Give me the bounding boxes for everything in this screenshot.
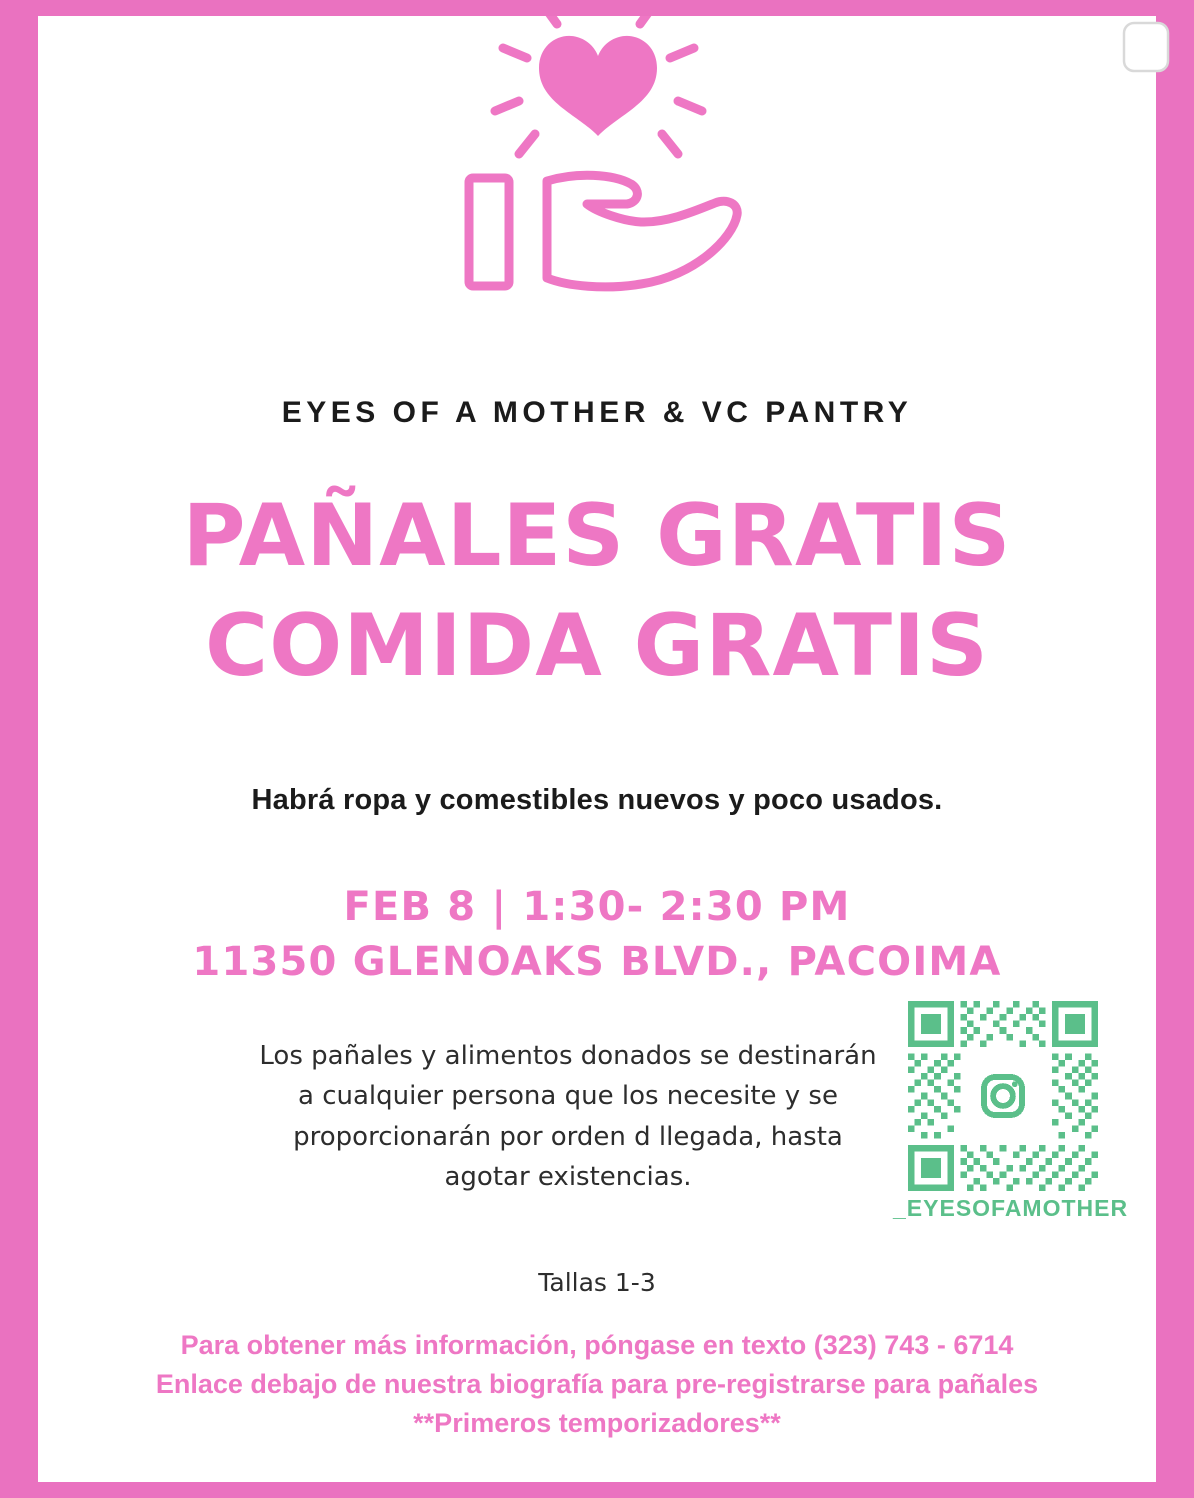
event-address: 11350 GLENOAKS BLVD., PACOIMA xyxy=(192,939,1002,985)
headline-line-1: PAÑALES GRATIS xyxy=(182,486,1012,586)
heart-shape xyxy=(539,36,657,136)
qr-code-block[interactable] xyxy=(893,1001,1129,1261)
screenshot-overlay-icon[interactable] xyxy=(1118,20,1174,78)
footer-line-3: **Primeros temporizadores** xyxy=(413,1408,781,1439)
subheadline: Habrá ropa y comestibles nuevos y poco usados. xyxy=(251,784,943,816)
event-description: Los pañales y alimentos donados se destinarán a cualquier persona que los necesite y se proporcionarán por orden d llegada, hasta agotar existencias. xyxy=(259,1041,877,1192)
poster-content-area xyxy=(38,16,1156,1482)
organization-name: EYES OF A MOTHER & VC PANTRY xyxy=(281,396,913,429)
diaper-sizes: Tallas 1-3 xyxy=(538,1268,656,1297)
instagram-icon xyxy=(980,1073,1026,1119)
headline-line-2: COMIDA GRATIS xyxy=(205,596,989,696)
footer-line-1: Para obtener más información, póngase en texto (323) 743 - 6714 xyxy=(180,1330,1014,1360)
event-datetime: FEB 8 | 1:30- 2:30 PM xyxy=(343,884,851,930)
footer-contact-block xyxy=(38,1326,1156,1443)
heart-in-hand-icon xyxy=(427,16,767,306)
qr-code-icon[interactable] xyxy=(908,1001,1098,1191)
footer-line-2: Enlace debajo de nuestra biografía para pre-registrarse para pañales xyxy=(155,1369,1039,1400)
instagram-handle: _EYESOFAMOTHER xyxy=(893,1195,1129,1221)
logo-container xyxy=(38,16,1156,316)
